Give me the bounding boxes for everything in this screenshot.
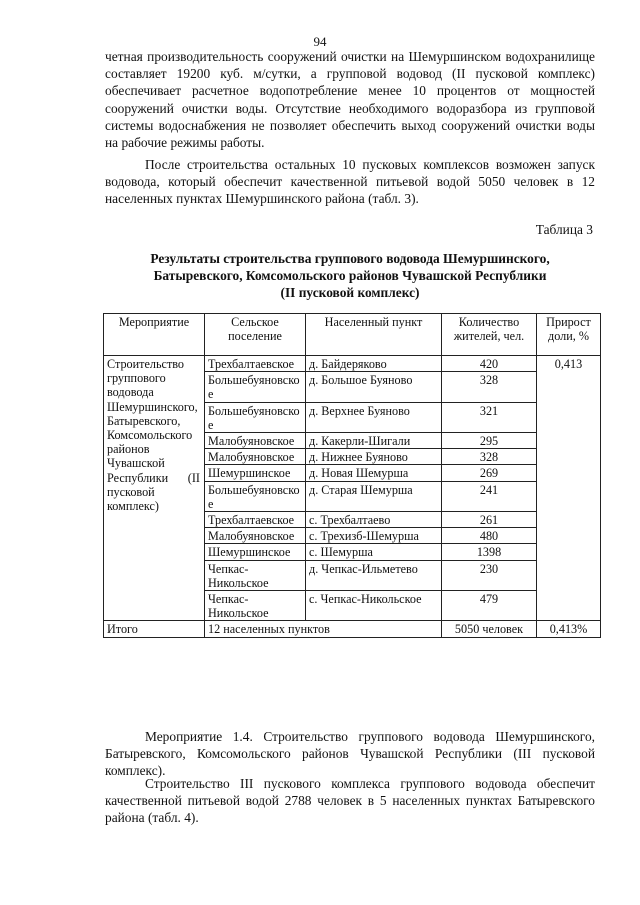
residents-cell: 328	[442, 372, 537, 402]
table-header-row	[104, 314, 601, 356]
locality-cell: с. Шемурша	[306, 544, 442, 560]
paragraph-4: Строительство III пускового комплекса группового водовода обеспечит качественной питьевой водой 2788 человек в 5 населенных пунктах Батыревского района (табл. 4).	[105, 776, 595, 826]
settlement-cell: Малобуяновское	[205, 449, 306, 465]
total-growth: 0,413%	[537, 621, 601, 637]
table-title-line-2: Батыревского, Комсомольского районов Чувашской Республики	[153, 268, 547, 283]
growth-cell: 0,413	[537, 356, 601, 621]
locality-cell: д. Старая Шемурша	[306, 481, 442, 511]
table-title-line-3: (II пусковой комплекс)	[280, 285, 420, 300]
paragraph-3: Мероприятие 1.4. Строительство группового водовода Шемуршинского, Батыревского, Комсомольского районов Чувашской Республики (III пусковой комплекс).	[105, 729, 595, 779]
table-title-line-1: Результаты строительства группового водовода Шемуршинского,	[150, 251, 550, 266]
measure-cell: Строительство группового водовода Шемуршинского, Батыревского, Комсомольского районов Чувашской Республики (II пусковой комплекс)	[104, 356, 205, 621]
locality-cell: с. Чепкас-Никольское	[306, 591, 442, 621]
residents-cell: 269	[442, 465, 537, 481]
settlement-cell: Трехбалтаевское	[205, 356, 306, 372]
residents-cell: 479	[442, 591, 537, 621]
locality-cell: д. Большое Буяново	[306, 372, 442, 402]
settlement-cell: Большебуяновское	[205, 481, 306, 511]
residents-cell: 420	[442, 356, 537, 372]
residents-cell: 480	[442, 528, 537, 544]
total-residents: 5050 человек	[442, 621, 537, 637]
paragraph-2: После строительства остальных 10 пусковых комплексов возможен запуск водовода, который обеспечит качественной питьевой водой 5050 человек в 12 населенных пунктах Шемуршинского района (табл. 3).	[105, 157, 595, 207]
residents-cell: 1398	[442, 544, 537, 560]
residents-cell: 321	[442, 402, 537, 432]
total-row	[104, 621, 601, 637]
residents-cell: 295	[442, 433, 537, 449]
locality-cell: д. Нижнее Буяново	[306, 449, 442, 465]
total-localities: 12 населенных пунктов	[205, 621, 442, 637]
locality-cell: д. Чепкас-Ильметево	[306, 560, 442, 590]
page-number: 94	[313, 34, 327, 49]
table-title	[100, 250, 600, 301]
locality-cell: с. Трехбалтаево	[306, 512, 442, 528]
residents-cell: 261	[442, 512, 537, 528]
settlement-cell: Большебуяновское	[205, 372, 306, 402]
locality-cell: д. Байдеряково	[306, 356, 442, 372]
residents-cell: 241	[442, 481, 537, 511]
locality-cell: д. Какерли-Шигали	[306, 433, 442, 449]
header-residents: Количество жителей, чел.	[442, 314, 537, 356]
settlement-cell: Шемуршинское	[205, 544, 306, 560]
settlement-cell: Шемуршинское	[205, 465, 306, 481]
header-settlement: Сельское поселение	[205, 314, 306, 356]
locality-cell: с. Трехизб-Шемурша	[306, 528, 442, 544]
residents-cell: 230	[442, 560, 537, 590]
results-table	[103, 313, 601, 638]
total-label: Итого	[104, 621, 205, 637]
residents-cell: 328	[442, 449, 537, 465]
settlement-cell: Малобуяновское	[205, 528, 306, 544]
settlement-cell: Чепкас-Никольское	[205, 560, 306, 590]
header-measure: Мероприятие	[104, 314, 205, 356]
locality-cell: д. Верхнее Буяново	[306, 402, 442, 432]
settlement-cell: Малобуяновское	[205, 433, 306, 449]
paragraph-1: четная производительность сооружений очистки на Шемуршинском водохранилище составляет 19200 куб. м/сутки, а групповой водовод (II пусковой комплекс) обеспечивает расчетное водопотребление менее 10 процентов от мощностей сооружений очистки воды. Отсутствие необходимого водоразбора из групповой системы водоснабжения не позволяет обеспечить выход сооружений очистки воды на рабочие режимы работы.	[105, 49, 595, 151]
locality-cell: д. Новая Шемурша	[306, 465, 442, 481]
header-locality: Населенный пункт	[306, 314, 442, 356]
table-label: Таблица 3	[535, 222, 593, 237]
settlement-cell: Чепкас-Никольское	[205, 591, 306, 621]
settlement-cell: Трехбалтаевское	[205, 512, 306, 528]
settlement-cell: Большебуяновское	[205, 402, 306, 432]
header-growth: Прирост доли, %	[537, 314, 601, 356]
table-row	[104, 356, 601, 372]
